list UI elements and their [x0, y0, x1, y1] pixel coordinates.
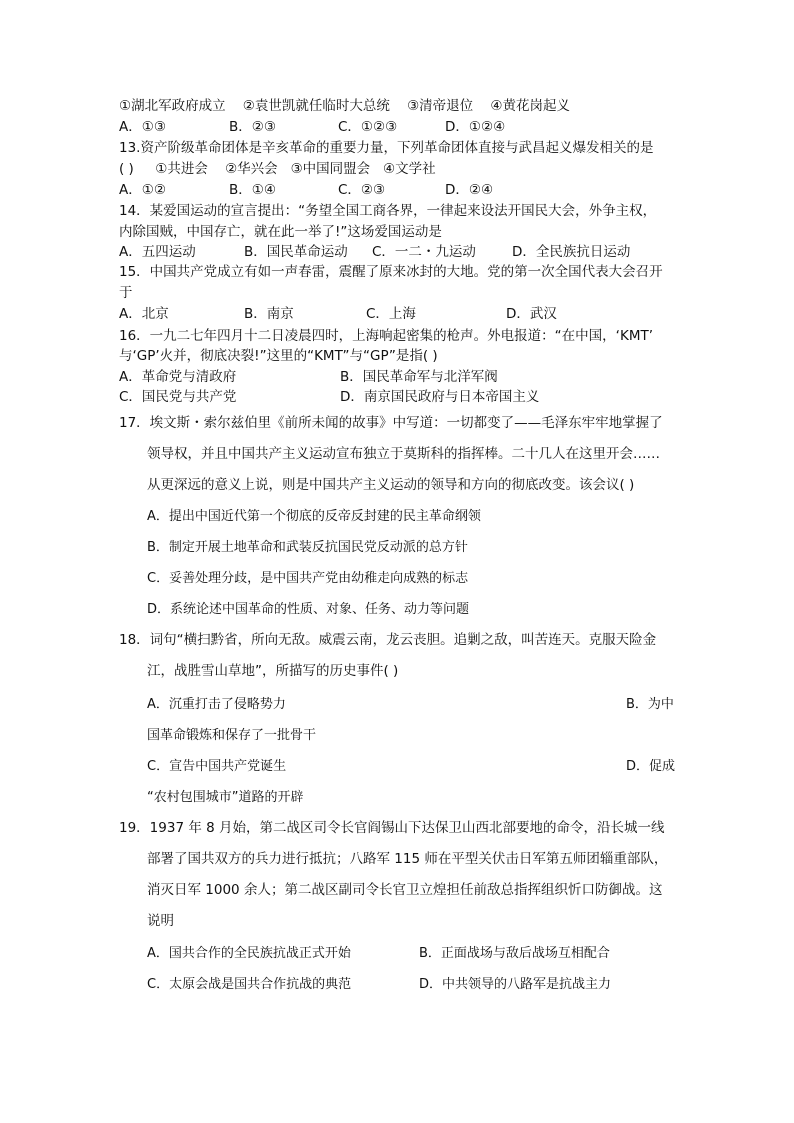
q13-statement-2: ②华兴会	[225, 161, 278, 177]
q14-stem-line-1: 14．某爱国运动的宣言提出：“务望全国工商各界，一律起来设法开国民大会，外争主权，	[119, 203, 657, 219]
q14-option-c: C．一二・九运动	[372, 244, 476, 260]
q17-stem-line-1: 17．埃文斯・索尔兹伯里《前所未闻的故事》中写道：一切都变了——毛泽东牢牢地掌握了	[119, 415, 663, 431]
q18-option-d-part-1: D．促成	[626, 759, 676, 774]
q16-stem-line-1: 16．一九二七年四月十二日凌晨四时，上海响起密集的枪声。外电报道：“在中国，‘KMT’	[119, 328, 654, 344]
q19-option-c: C．太原会战是国共合作抗战的典范	[147, 977, 352, 992]
q16-option-d: D．南京国民政府与日本帝国主义	[340, 389, 540, 405]
q16-option-b: B．国民革命军与北洋军阀	[340, 369, 498, 385]
q19-stem-line-4: 说明	[147, 913, 174, 929]
q12-option-a: A．①③	[119, 119, 166, 135]
q16-options-row-2	[119, 391, 679, 407]
q16-options-row-1	[119, 371, 679, 387]
q19-stem-line-2: 部署了国共双方的兵力进行抵抗；八路军 115 师在平型关伏击日军第五师团辎重部队，	[147, 851, 668, 867]
q12-statement-1: ①湖北军政府成立	[119, 98, 226, 114]
q19-stem-line-1: 19．1937 年 8 月始，第二战区司令长官阎锡山下达保卫山西北部要地的命令，沿长城一线	[119, 820, 665, 836]
q12-statement-2: ②袁世凯就任临时大总统	[242, 98, 390, 114]
q13-statement-3: ③中国同盟会	[290, 161, 371, 177]
q17-option-d: D．系统论述中国革命的性质、对象、任务、动力等问题	[147, 602, 470, 617]
q13-stem: 13.资产阶级革命团体是辛亥革命的重要力量，下列革命团体直接与武昌起义爆发相关的是	[119, 140, 654, 156]
q15-option-d: D．武汉	[506, 306, 557, 322]
q16-option-a: A．革命党与清政府	[119, 369, 237, 385]
q19-option-b: B．正面战场与敌后战场互相配合	[419, 946, 610, 961]
q19-stem-line-3: 消灭日军 1000 余人；第二战区副司令长官卫立煌担任前敌总指挥组织忻口防御战。这	[147, 882, 663, 898]
q18-option-d-part-2: “农村包围城市”道路的开辟	[147, 790, 304, 805]
q14-option-a: A．五四运动	[119, 244, 196, 260]
q13-option-a: A．①②	[119, 182, 166, 198]
q13-statements	[119, 163, 436, 177]
q13-statement-4: ④文学社	[383, 161, 436, 177]
q15-stem-line-1: 15．中国共产党成立有如一声春雷，震醒了原来冰封的大地。党的第一次全国代表大会召开	[119, 264, 663, 280]
q15-option-c: C．上海	[366, 306, 416, 322]
q19-option-a: A．国共合作的全民族抗战正式开始	[147, 946, 351, 961]
q14-options	[119, 246, 679, 262]
q18-option-c: C．宣告中国共产党诞生	[147, 759, 287, 774]
q17-stem-line-3: 从更深远的意义上说，则是中国共产主义运动的领导和方向的彻底改变。该会议( )	[147, 477, 635, 493]
q12-option-c: C．①②③	[338, 119, 398, 135]
q17-option-a: A．提出中国近代第一个彻底的反帝反封建的民主革命纲领	[147, 509, 481, 524]
q16-option-c: C．国民党与共产党	[119, 389, 237, 405]
q15-option-b: B．南京	[244, 306, 294, 322]
q13-option-c: C．②③	[338, 182, 386, 198]
q18-option-b-part-1: B．为中	[626, 697, 674, 712]
q14-stem-line-2: 内除国贼，中国存亡，就在此一举了!”这场爱国运动是	[119, 224, 442, 240]
q12-statement-4: ④黄花岗起义	[490, 98, 570, 114]
q15-stem-line-2: 于	[119, 285, 133, 301]
q12-statement-3: ③清帝退位	[407, 98, 474, 114]
q13-statement-1: ①共进会	[155, 161, 208, 177]
q14-option-d: D．全民族抗日运动	[512, 244, 631, 260]
q18-option-a: A．沉重打击了侵略势力	[147, 697, 286, 712]
q18-option-b-part-2: 国革命锻炼和保存了一批骨干	[147, 728, 317, 743]
q13-option-d: D．②④	[445, 182, 494, 198]
q18-stem-line-2: 江，战胜雪山草地”，所描写的历史事件( )	[147, 663, 399, 679]
q14-option-b: B．国民革命运动	[244, 244, 348, 260]
q13-blank: ( )	[119, 161, 134, 177]
q17-option-c: C．妥善处理分歧，是中国共产党由幼稚走向成熟的标志	[147, 571, 469, 586]
q15-option-a: A．北京	[119, 306, 169, 322]
q12-option-b: B．②③	[229, 119, 276, 135]
q18-stem-line-1: 18．词句“横扫黔省，所向无敌。威震云南，龙云丧胆。追剿之敌，叫苦连天。克服天险金	[119, 632, 657, 648]
q13-options	[119, 184, 679, 200]
q19-option-d: D．中共领导的八路军是抗战主力	[419, 977, 612, 992]
q17-stem-line-2: 领导权，并且中国共产主义运动宣布独立于莫斯科的指挥棒。二十几人在这里开会……	[147, 446, 660, 462]
q13-option-b: B．①④	[229, 182, 276, 198]
q12-options	[119, 121, 679, 137]
q12-option-d: D．①②④	[445, 119, 506, 135]
q12-statements	[119, 100, 570, 114]
q15-options	[119, 308, 679, 324]
q16-stem-line-2: 与‘GP’火并，彻底决裂!”这里的“KMT”与“GP”是指( )	[119, 348, 438, 364]
q17-option-b: B．制定开展土地革命和武装反抗国民党反动派的总方针	[147, 540, 468, 555]
